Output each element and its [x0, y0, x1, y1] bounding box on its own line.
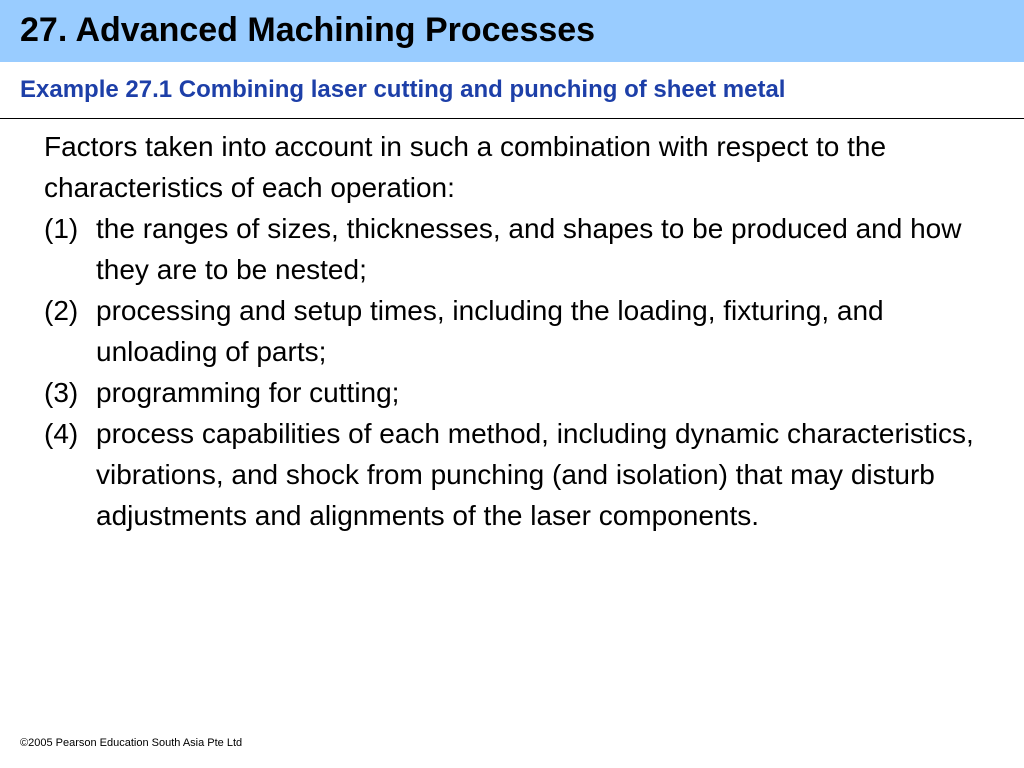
divider-line [0, 118, 1024, 119]
list-item-number: (2) [44, 295, 79, 326]
list-item-text: the ranges of sizes, thicknesses, and shapes to be produced and how they are to be nested; [96, 213, 962, 285]
intro-paragraph: Factors taken into account in such a combination with respect to the characteristics of each operation: [44, 131, 887, 203]
list-item [44, 208, 1004, 290]
list-item [44, 372, 1004, 413]
list-item-number: (1) [44, 213, 79, 244]
list-item-number: (3) [44, 377, 79, 408]
list-item-text: process capabilities of each method, including dynamic characteristics, vibrations, and shock from punching (and isolation) that may disturb adjustments and alignments of the laser components. [96, 418, 974, 531]
list-item-number: (4) [44, 418, 79, 449]
list-item [44, 290, 1004, 372]
slide-title: 27. Advanced Machining Processes [20, 11, 596, 49]
list-item [44, 413, 1004, 536]
title-bar [0, 0, 1024, 62]
slide-subtitle: Example 27.1 Combining laser cutting and punching of sheet metal [20, 76, 786, 103]
slide-body [44, 126, 1004, 536]
copyright-footer: ©2005 Pearson Education South Asia Pte Ltd [20, 737, 243, 749]
list-item-text: programming for cutting; [96, 377, 400, 408]
list-item-text: processing and setup times, including the loading, fixturing, and unloading of parts; [96, 295, 884, 367]
